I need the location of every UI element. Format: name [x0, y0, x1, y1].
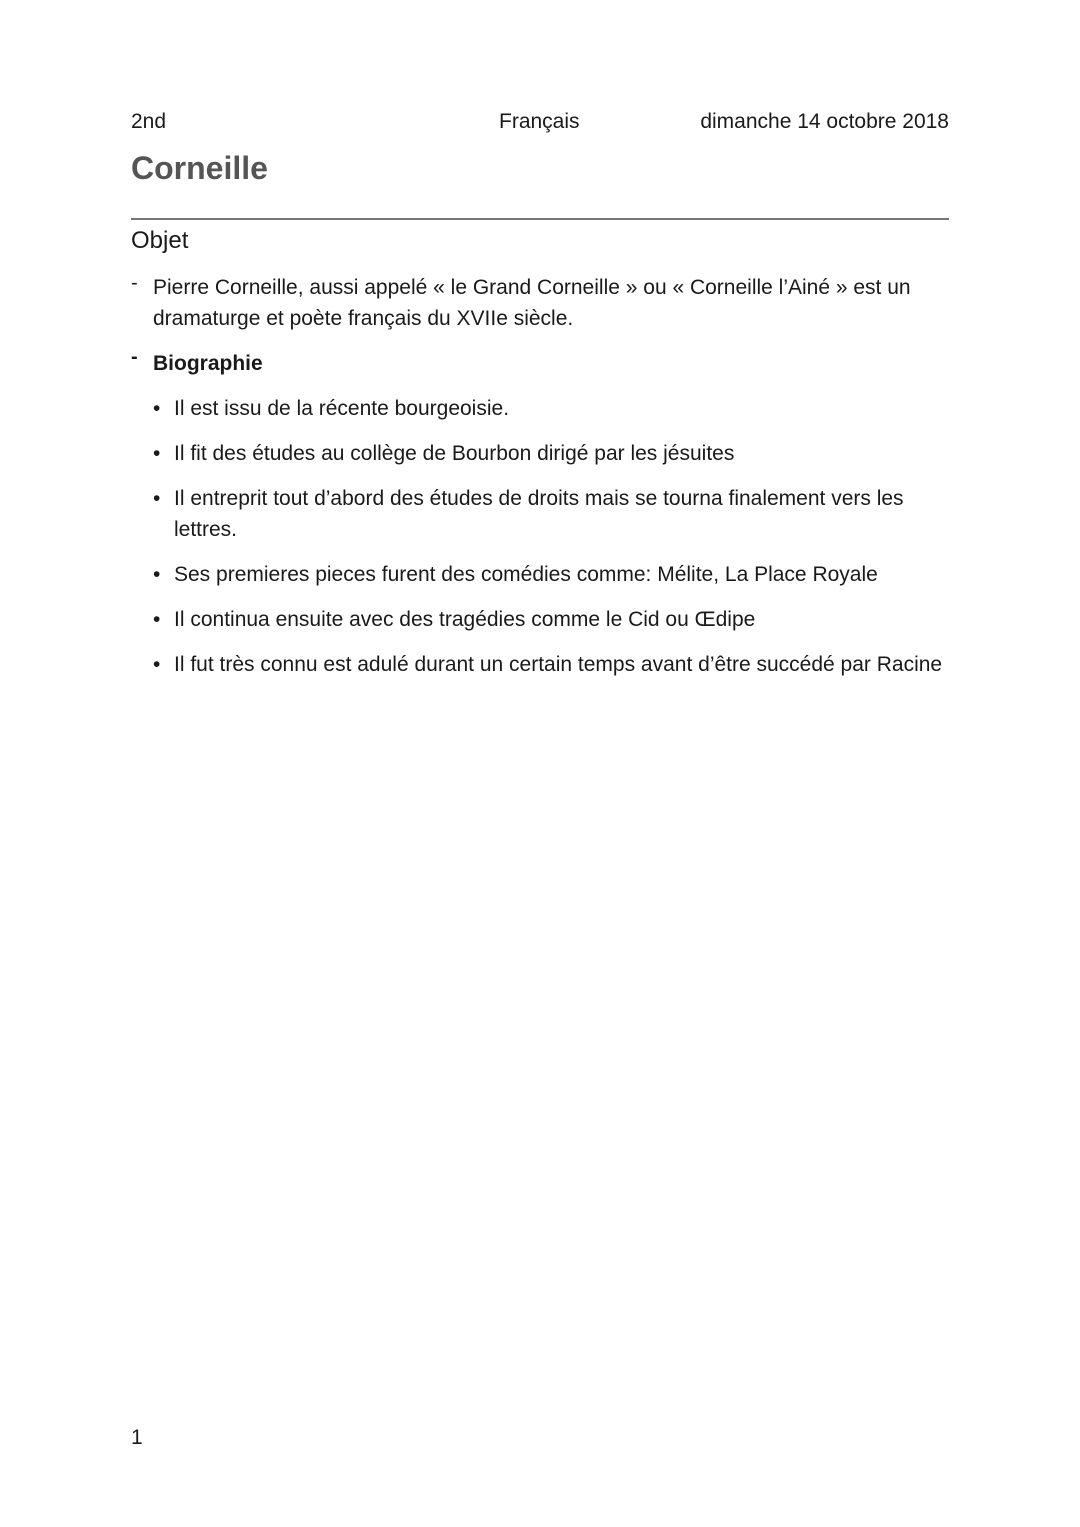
header-date: dimanche 14 octobre 2018: [700, 110, 949, 133]
list-item-text: Il fut très connu est adulé durant un certain temps avant d’être succédé par Racine: [174, 653, 943, 676]
biography-heading: Biographie: [153, 352, 263, 375]
bullet-marker: •: [153, 397, 161, 420]
list-item: [153, 559, 949, 590]
list-item-text: Ses premieres pieces furent des comédies comme: Mélite, La Place Royale: [174, 563, 878, 586]
list-item: [153, 438, 949, 469]
list-item: [153, 604, 949, 635]
bullet-marker: •: [153, 487, 161, 510]
page-header: [131, 108, 949, 136]
list-item-text: Il entreprit tout d’abord des études de droits mais se tourna finalement vers les lettres.: [174, 487, 904, 541]
intro-item: [131, 272, 949, 334]
bullet-marker: •: [153, 563, 161, 586]
list-item-text: Il continua ensuite avec des tragédies comme le Cid ou Œdipe: [174, 608, 756, 631]
list-item: [153, 649, 949, 680]
dash-marker: -: [131, 346, 138, 368]
list-item-text: Il est issu de la récente bourgeoisie.: [174, 397, 510, 420]
bullet-marker: •: [153, 608, 161, 631]
section-heading: Objet: [131, 227, 189, 254]
header-subject: Français: [499, 110, 580, 133]
page-title: Corneille: [131, 150, 268, 186]
dash-marker: -: [131, 272, 138, 294]
list-item-text: Il fit des études au collège de Bourbon dirigé par les jésuites: [174, 442, 735, 465]
section-content: [131, 272, 949, 694]
biography-item: [131, 348, 949, 379]
biography-list: [131, 393, 949, 680]
intro-text: Pierre Corneille, aussi appelé « le Grand Corneille » ou « Corneille l’Ainé » est un dramaturge et poète français du XVIIe siècle.: [153, 276, 911, 330]
page-number: 1: [131, 1426, 143, 1449]
list-item: [153, 393, 949, 424]
list-item: [153, 483, 949, 545]
bullet-marker: •: [153, 653, 161, 676]
bullet-marker: •: [153, 442, 161, 465]
title-divider: [131, 218, 949, 220]
header-class-level: 2nd: [131, 110, 167, 133]
